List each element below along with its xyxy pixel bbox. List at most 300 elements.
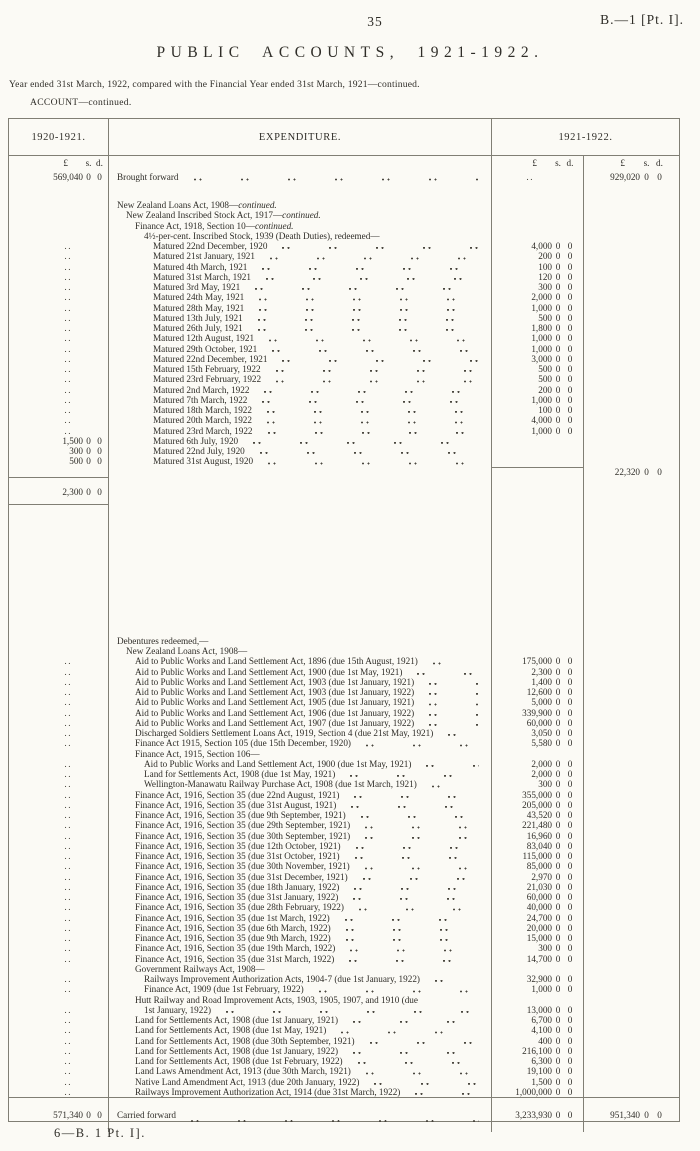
expenditure-label: Matured 22nd December, 1920: [108, 241, 491, 251]
table-row: [9, 251, 679, 261]
dot-leader: [267, 333, 479, 343]
amount-1921-1922-outer: [583, 1036, 679, 1046]
table-row: [9, 995, 679, 1005]
expenditure-label: Matured 21st January, 1921: [108, 251, 491, 261]
amount-1921-1922-outer: [583, 687, 679, 697]
dot-leader: [357, 902, 479, 912]
table-row: [9, 231, 679, 241]
amount-1921-1922-outer: [583, 323, 679, 333]
amount-1921-1922-inner: 5,000 0 0: [491, 697, 583, 707]
brought-forward-label: Brought forward: [108, 170, 491, 184]
amount-1920-1921: 571,340 0 0: [53, 1110, 102, 1120]
amount-1921-1922-outer: [583, 923, 679, 933]
dot-leader: [343, 913, 479, 923]
expenditure-label: Finance Act, 1916, Section 35 (due 29th September, 1921): [108, 820, 491, 830]
expenditure-label: Railways Improvement Authorization Acts, 1904-7 (due 1st January, 1922): [108, 974, 491, 984]
expenditure-label: Finance Act, 1916, Section 35 (due 31st March, 1922): [108, 954, 491, 964]
amount-1920-1921: ..: [64, 282, 72, 292]
amount-1921-1922-inner: 13,000 0 0: [491, 1005, 583, 1015]
amount-1920-1921: ..: [64, 1035, 72, 1046]
amount-1920-1921: ..: [64, 292, 72, 303]
amount-1921-1922-inner: 175,000 0 0: [491, 656, 583, 666]
table-row: [9, 964, 679, 974]
table-row: [9, 333, 679, 343]
account-line: ACCOUNT—continued.: [30, 97, 132, 108]
dot-leader: [260, 395, 479, 405]
amount-1921-1922-outer: [583, 292, 679, 302]
table-row: [9, 790, 679, 800]
amount-1921-1922-outer: [583, 200, 679, 210]
amount-1920-1921: ..: [64, 758, 72, 769]
table-row: [9, 687, 679, 697]
expenditure-label: Aid to Public Works and Land Settlement Act, 1903 (due 1st January, 1922): [108, 687, 491, 697]
expenditure-label: Finance Act, 1916, Section 35 (due 30th November, 1921): [108, 861, 491, 871]
expenditure-label: Finance Act, 1916, Section 35 (due 31st October, 1921): [108, 851, 491, 861]
amount-1921-1922-inner: [491, 749, 583, 759]
table-row: [9, 677, 679, 687]
table-row: [9, 820, 679, 830]
expenditure-label: 1st January, 1922): [108, 1005, 491, 1015]
table-row: [9, 292, 679, 302]
amount-1921-1922-inner: 1,000 0 0: [491, 984, 583, 994]
amount-1920-1921: 500 0 0: [69, 456, 102, 467]
amount-1921-1922-outer: [583, 210, 679, 220]
amount-1921-1922-outer: [583, 1077, 679, 1087]
dot-leader: [364, 1066, 479, 1076]
amount-1921-1922-inner: 5,580 0 0: [491, 738, 583, 748]
expenditure-label: Matured 13th July, 1921: [108, 313, 491, 323]
table-row: [9, 882, 679, 892]
amount-1921-1922-inner: 221,480 0 0: [491, 820, 583, 830]
amount-1921-1922-inner: 500 0 0: [491, 313, 583, 323]
dot-leader: [339, 1025, 479, 1035]
dot-leader: [356, 1056, 479, 1066]
amount-1920-1921: ..: [64, 333, 72, 344]
amount-1920-1921: ..: [64, 364, 72, 374]
amount-1920-1921: ..: [64, 769, 72, 779]
dot-leader: [268, 251, 479, 261]
table-row: [9, 385, 679, 395]
amount-1921-1922-outer: [583, 1087, 679, 1097]
amount-1920-1921: ..: [64, 717, 72, 728]
expenditure-label: Discharged Soldiers Settlement Loans Act, 1919, Section 4 (due 21st May, 1921): [108, 728, 491, 738]
amount-1921-1922-outer: [583, 344, 679, 354]
dot-leader: [348, 769, 479, 779]
amount-1921-1922-outer: [583, 415, 679, 425]
amount-1921-1922-inner: [491, 636, 583, 646]
expenditure-label: Aid to Public Works and Land Settlement Act, 1900 (due 1st May, 1921): [108, 759, 491, 769]
col-header-1921-1922: 1921-1922.: [491, 119, 679, 155]
amount-1921-1922-outer: [583, 436, 679, 446]
expenditure-label: Finance Act, 1916, Section 35 (due 28th February, 1922): [108, 902, 491, 912]
table-row: [9, 779, 679, 789]
amount-1921-1922-inner: [491, 221, 583, 231]
amount-1921-1922-inner: [491, 456, 583, 466]
amount-1921-1922-inner: 200 0 0: [491, 385, 583, 395]
expenditure-label: Wellington-Manawatu Railway Purchase Act, 1908 (due 1st March, 1921): [108, 779, 491, 789]
amount-1920-1921: ..: [64, 687, 72, 697]
amount-1921-1922-outer: [583, 779, 679, 789]
amount-1921-1922-outer: [583, 364, 679, 374]
table-row: [9, 1005, 679, 1015]
amount-1920-1921: ..: [64, 974, 72, 984]
amount-1920-1921: ..: [64, 676, 72, 687]
amount-1921-1922-inner: 300 0 0: [491, 282, 583, 292]
amount-1921-1922-outer: [583, 861, 679, 871]
expenditure-label: Matured 12th August, 1921: [108, 333, 491, 343]
amount-1920-1921: ..: [64, 871, 72, 882]
amount-1921-1922-inner: 400 0 0: [491, 1036, 583, 1046]
dot-leader: [260, 262, 479, 272]
amount-1920-1921: 300 0 0: [69, 446, 102, 456]
amount-1921-1922-outer: [583, 272, 679, 282]
amount-1921-1922-inner: [491, 505, 583, 636]
expenditure-label: Matured 3rd May, 1921: [108, 282, 491, 292]
dot-leader: [413, 1087, 479, 1097]
amount-1921-1922-inner: 6,700 0 0: [491, 1015, 583, 1025]
amount-1921-1922-inner: 15,000 0 0: [491, 933, 583, 943]
expenditure-label: Aid to Public Works and Land Settlement Act, 1900 (due 1st May, 1921): [108, 667, 491, 677]
amount-1921-1922-outer: [583, 395, 679, 405]
amount-1920-1921: £ s. d.: [63, 158, 103, 168]
amount-1921-1922-inner: 40,000 0 0: [491, 902, 583, 912]
table-row: [9, 426, 679, 436]
expenditure-label: New Zealand Loans Act, 1908—: [108, 646, 491, 656]
amount-1921-1922-outer: 22,320 0 0: [583, 467, 679, 477]
dot-leader: [280, 241, 479, 251]
amount-1921-1922-inner: 2,300 0 0: [491, 667, 583, 677]
col-header-1920-1921: 1920-1921.: [31, 131, 86, 143]
dot-leader: [266, 426, 479, 436]
amount-1921-1922-outer: [583, 933, 679, 943]
table-row: [9, 446, 679, 456]
amount-1921-1922-inner: £ s. d.: [491, 156, 583, 170]
amount-1920-1921: [9, 505, 108, 636]
amount-1921-1922-outer: [583, 677, 679, 687]
table-row: [9, 1077, 679, 1087]
dot-leader: [256, 313, 479, 323]
amount-1921-1922-inner: 100 0 0: [491, 405, 583, 415]
table-row: [9, 728, 679, 738]
amount-1921-1922-outer: [583, 221, 679, 231]
amount-1921-1922-outer: [583, 882, 679, 892]
carried-forward-label: Carried forward: [108, 1098, 491, 1132]
expenditure-label: Matured 23rd March, 1922: [108, 426, 491, 436]
amount-1921-1922-outer: [583, 697, 679, 707]
table-row: [9, 323, 679, 333]
dot-leader: [427, 677, 479, 687]
table-row: [9, 646, 679, 656]
amount-1921-1922-inner: 60,000 0 0: [491, 718, 583, 728]
amount-1921-1922-outer: [583, 1056, 679, 1066]
amount-1921-1922-outer: [583, 943, 679, 953]
amount-1920-1921: ..: [64, 656, 72, 667]
amount-1920-1921: ..: [64, 1045, 72, 1056]
dot-leader: [446, 728, 479, 738]
dot-leader: [364, 738, 479, 748]
dot-leader: [270, 344, 479, 354]
amount-1920-1921: ..: [64, 1004, 72, 1015]
amount-1920-1921: ..: [64, 405, 72, 415]
amount-1921-1922-inner: 85,000 0 0: [491, 861, 583, 871]
dot-leader: [349, 800, 479, 810]
table-row: [9, 364, 679, 374]
amount-1921-1922-outer: [583, 708, 679, 718]
page-number: 35: [367, 14, 383, 29]
amount-1921-1922-inner: 3,233,930 0 0: [491, 1098, 583, 1132]
amount-1921-1922-inner: 1,400 0 0: [491, 677, 583, 687]
expenditure-label: Land for Settlements Act, 1908 (due 30th September, 1921): [108, 1036, 491, 1046]
dot-leader: [430, 779, 479, 789]
dot-leader: [274, 364, 479, 374]
expenditure-label: Matured 22nd December, 1921: [108, 354, 491, 364]
amount-1920-1921: ..: [64, 738, 72, 749]
amount-1921-1922-outer: [583, 790, 679, 800]
expenditure-label: Finance Act, 1918, Section 10—continued.: [108, 221, 491, 231]
expenditure-label: Finance Act, 1909 (due 1st February, 1922): [108, 984, 491, 994]
expenditure-label: Finance Act, 1916, Section 35 (due 19th March, 1922): [108, 943, 491, 953]
amount-1921-1922-inner: 21,030 0 0: [491, 882, 583, 892]
amount-1920-1921: ..: [64, 912, 72, 923]
dot-leader: [192, 170, 480, 184]
amount-1920-1921: ..: [64, 302, 72, 313]
expenditure-label: Matured 6th July, 1920: [108, 436, 491, 446]
amount-1921-1922-outer: [583, 718, 679, 728]
expenditure-label: Aid to Public Works and Land Settlement Act, 1905 (due 1st January, 1921): [108, 697, 491, 707]
table-row: [9, 405, 679, 415]
dot-leader: [424, 759, 479, 769]
expenditure-label: Aid to Public Works and Land Settlement Act, 1907 (due 1st January, 1922): [108, 718, 491, 728]
expenditure-label: New Zealand Loans Act, 1908—continued.: [108, 200, 491, 210]
dot-leader: [256, 323, 479, 333]
amount-1921-1922-outer: £ s. d.: [583, 156, 679, 170]
amount-1921-1922-outer: [583, 385, 679, 395]
expenditure-label: Matured 4th March, 1921: [108, 262, 491, 272]
amount-1921-1922-inner: 14,700 0 0: [491, 954, 583, 964]
amount-1920-1921: ..: [64, 881, 72, 892]
table-row: [9, 697, 679, 707]
amount-1921-1922-inner: [491, 436, 583, 446]
expenditure-label: Land Laws Amendment Act, 1913 (due 30th March, 1921): [108, 1066, 491, 1076]
table-row: [9, 344, 679, 354]
table-row: [9, 374, 679, 384]
expenditure-label: Government Railways Act, 1908—: [108, 964, 491, 974]
amount-1921-1922-outer: [583, 974, 679, 984]
amount-1921-1922-outer: [583, 954, 679, 964]
amount-1921-1922-outer: 951,340 0 0: [583, 1098, 679, 1132]
amount-1920-1921: [9, 184, 108, 200]
expenditure-label: Finance Act, 1916, Section 35 (due 31st August, 1921): [108, 800, 491, 810]
amount-1921-1922-outer: [583, 831, 679, 841]
table-row: [9, 1087, 679, 1097]
dot-leader: [361, 872, 479, 882]
dot-leader: [251, 436, 479, 446]
amount-1921-1922-inner: 1,000 0 0: [491, 426, 583, 436]
amount-1921-1922-inner: [491, 467, 583, 477]
table-row: [9, 456, 679, 466]
amount-1920-1921: ..: [64, 820, 72, 831]
dot-leader: [280, 354, 479, 364]
amount-1920-1921: ..: [64, 1086, 72, 1097]
dot-leader: [363, 820, 479, 830]
amount-1921-1922-outer: [583, 1046, 679, 1056]
amount-1921-1922-outer: [583, 456, 679, 466]
amount-1920-1921: ..: [64, 789, 72, 800]
expenditure-label: Matured 7th March, 1922: [108, 395, 491, 405]
amount-1921-1922-inner: 3,000 0 0: [491, 354, 583, 364]
amount-1920-1921: [9, 646, 108, 656]
table-body: [9, 156, 679, 1121]
dot-leader: [359, 810, 479, 820]
expenditure-label: Matured 18th March, 1922: [108, 405, 491, 415]
amount-1921-1922-inner: 339,900 0 0: [491, 708, 583, 718]
expenditure-label: Finance Act, 1916, Section 35 (due 12th October, 1921): [108, 841, 491, 851]
dot-leader: [354, 841, 479, 851]
dot-leader: [347, 954, 479, 964]
amount-1921-1922-inner: 24,700 0 0: [491, 913, 583, 923]
amount-1921-1922-inner: 32,900 0 0: [491, 974, 583, 984]
dot-leader: [317, 984, 479, 994]
page-title: PUBLIC ACCOUNTS, 1921-1922.: [156, 44, 544, 61]
dot-leader: [433, 974, 479, 984]
doc-reference: B.—1 [Pt. I].: [600, 12, 684, 27]
amount-1921-1922-outer: [583, 1015, 679, 1025]
spacer-row: [9, 184, 679, 200]
table-row: [9, 200, 679, 210]
dot-leader: [344, 933, 479, 943]
expenditure-label: Matured 31st August, 1920: [108, 456, 491, 466]
amount-1921-1922-outer: [583, 892, 679, 902]
amount-1921-1922-outer: [583, 759, 679, 769]
amount-1921-1922-outer: [583, 902, 679, 912]
amount-1921-1922-outer: [583, 1005, 679, 1015]
expenditure-label: Finance Act, 1916, Section 35 (due 6th March, 1922): [108, 923, 491, 933]
expenditure-label: Finance Act, 1916, Section 35 (due 31st January, 1922): [108, 892, 491, 902]
table-row: [9, 872, 679, 882]
amount-1921-1922-outer: [583, 646, 679, 656]
amount-1921-1922-inner: 500 0 0: [491, 374, 583, 384]
expenditure-label: Finance Act, 1916, Section 35 (due 18th January, 1922): [108, 882, 491, 892]
dot-leader: [253, 282, 479, 292]
amount-1920-1921: ..: [64, 1056, 72, 1066]
expenditure-label: Finance Act, 1916, Section 35 (due 30th September, 1921): [108, 831, 491, 841]
amount-1920-1921: ..: [64, 374, 72, 385]
dot-leader: [257, 292, 479, 302]
amount-1921-1922-inner: 300 0 0: [491, 943, 583, 953]
amount-1921-1922-inner: 16,960 0 0: [491, 831, 583, 841]
amount-1920-1921: ..: [64, 384, 72, 395]
footer-reference: 6—B. 1 Pt. I].: [54, 1126, 146, 1140]
amount-1920-1921: ..: [64, 861, 72, 872]
table-row: [9, 902, 679, 912]
amount-1921-1922-outer: [583, 505, 679, 636]
expenditure-label: Matured 22nd July, 1920: [108, 446, 491, 456]
amount-1921-1922-inner: 115,000 0 0: [491, 851, 583, 861]
expenditure-label: Aid to Public Works and Land Settlement Act, 1903 (due 1st January, 1921): [108, 677, 491, 687]
table-row: [9, 354, 679, 364]
dot-leader: [351, 1046, 479, 1056]
amount-1920-1921: ..: [64, 851, 72, 861]
table-row: [9, 262, 679, 272]
expenditure-label: Finance Act, 1916, Section 35 (due 22nd August, 1921): [108, 790, 491, 800]
amount-1920-1921: ..: [64, 353, 72, 364]
dot-leader: [224, 1005, 479, 1015]
amount-1920-1921: ..: [64, 984, 72, 995]
table-row: [9, 282, 679, 292]
table-row: [9, 210, 679, 220]
table-row: [9, 272, 679, 282]
amount-1921-1922-outer: [583, 282, 679, 292]
amount-1921-1922-inner: [491, 184, 583, 200]
dot-leader: [353, 851, 479, 861]
expenditure-label: Land for Settlements Act, 1908 (due 1st January, 1921): [108, 1015, 491, 1025]
expenditure-label: Native Land Amendment Act, 1913 (due 20th January, 1922): [108, 1077, 491, 1087]
amount-1921-1922-inner: 83,040 0 0: [491, 841, 583, 851]
amount-1921-1922-outer: [583, 636, 679, 646]
amount-1921-1922-inner: 1,000,000 0 0: [491, 1087, 583, 1097]
expenditure-label: Matured 31st March, 1921: [108, 272, 491, 282]
table-row: [9, 708, 679, 718]
amount-1920-1921: [9, 964, 108, 974]
amount-1921-1922-outer: [583, 913, 679, 923]
amount-1921-1922-inner: 2,000 0 0: [491, 759, 583, 769]
amount-1921-1922-inner: 2,970 0 0: [491, 872, 583, 882]
amount-1921-1922-outer: [583, 426, 679, 436]
amount-1920-1921: ..: [64, 779, 72, 790]
table-row: [9, 636, 679, 646]
expenditure-label: Finance Act 1915, Section 105 (due 15th December, 1920): [108, 738, 491, 748]
dot-leader: [368, 1036, 479, 1046]
column1-total-row: [9, 477, 679, 505]
amount-1920-1921: [9, 749, 108, 759]
dot-leader: [258, 446, 479, 456]
table-row: [9, 667, 679, 677]
table-row: [9, 769, 679, 779]
amount-1920-1921: ..: [64, 261, 72, 272]
dot-leader: [352, 882, 479, 892]
table-row: [9, 943, 679, 953]
dot-leader: [264, 272, 479, 282]
dot-leader: [262, 385, 479, 395]
amount-1920-1921: ..: [64, 922, 72, 933]
amount-1921-1922-outer: [583, 667, 679, 677]
amount-1921-1922-outer: [583, 872, 679, 882]
amount-1920-1921: ..: [64, 666, 72, 677]
amount-1921-1922-inner: [491, 995, 583, 1005]
amount-1920-1921: ..: [64, 830, 72, 841]
amount-1921-1922-inner: 1,000 0 0: [491, 344, 583, 354]
dot-leader: [352, 790, 479, 800]
amount-1920-1921: ..: [64, 425, 72, 436]
amount-1921-1922-inner: 355,000 0 0: [491, 790, 583, 800]
amount-1921-1922-outer: [583, 446, 679, 456]
amount-1920-1921: ..: [64, 323, 72, 333]
table-row: [9, 759, 679, 769]
section-total-row: [9, 467, 679, 477]
table-row: [9, 1056, 679, 1066]
expenditure-label: Land for Settlements Act, 1908 (due 1st May, 1921): [108, 1025, 491, 1035]
amount-1921-1922-outer: [583, 841, 679, 851]
amount-1921-1922-inner: 200 0 0: [491, 251, 583, 261]
expenditure-label: Matured 28th May, 1921: [108, 303, 491, 313]
table-header: [9, 119, 679, 156]
amount-1920-1921: ..: [64, 933, 72, 943]
amount-1921-1922-inner: [491, 446, 583, 456]
dot-leader: [431, 656, 479, 666]
amount-1920-1921: ..: [64, 1025, 72, 1036]
amount-1921-1922-inner: 60,000 0 0: [491, 892, 583, 902]
expenditure-label: New Zealand Inscribed Stock Act, 1917—continued.: [108, 210, 491, 220]
